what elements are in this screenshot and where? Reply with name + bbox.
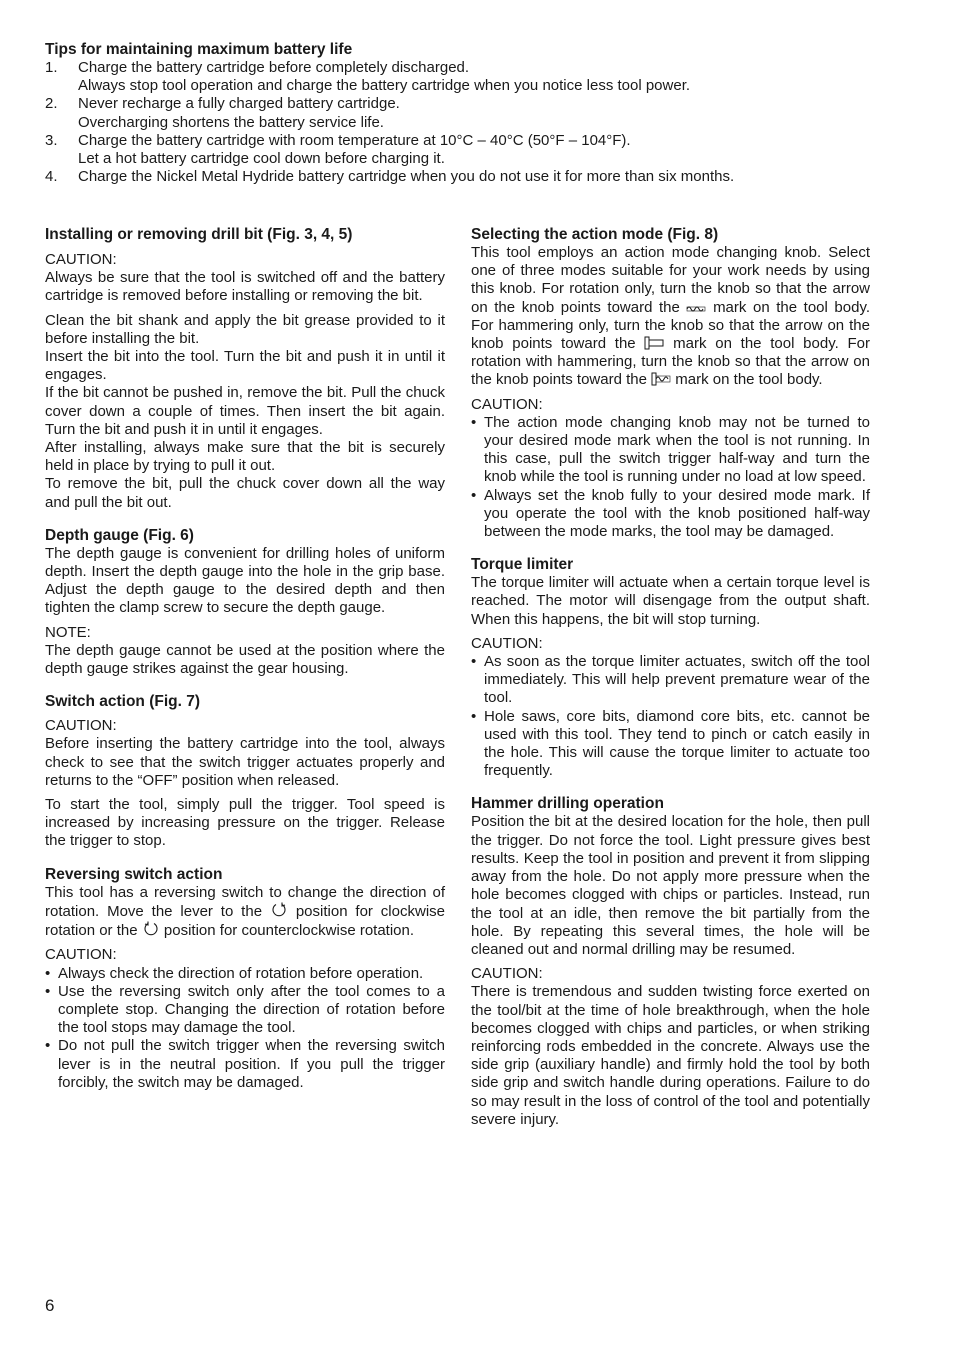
caution-text: Before inserting the battery cartridge into the tool, always check to see that the switch trigger actuates properly and returns to the “OFF” position when released. [45,735,445,789]
bullet: • [45,964,51,982]
paragraph: To start the tool, simply pull the trigger. Tool speed is increased by increasing pressure on the trigger. Release the trigger to stop. [45,796,445,850]
caution-label: CAUTION: [471,965,543,983]
paragraph: The depth gauge is convenient for drilling holes of uniform depth. Insert the depth gauge into the hole in the grip base. Adjust the depth gauge to the desired depth and then tighten the clamp screw to secure the depth gauge. [45,544,445,617]
list-item [45,1037,445,1092]
left-column [45,225,445,1092]
caution-label: CAUTION: [45,251,117,268]
rotation-with-hammering-icon [651,372,671,386]
paragraph: Insert the bit into the tool. Turn the bit and push it in until it engages. [45,348,445,384]
battery-tips-section [45,40,875,186]
caution-text: Always be sure that the tool is switched off and the battery cartridge is removed before installing or removing the bit. [45,269,445,305]
note-text: The depth gauge cannot be used at the position where the depth gauge strikes against the gear housing. [45,641,445,678]
list-number: 1. [45,59,58,76]
list-item [45,983,445,1038]
switch-action-title: Switch action (Fig. 7) [45,693,201,711]
text-run: position for clockwise rotation or the [45,902,445,940]
clockwise-rotation-icon [270,902,288,918]
bullet: • [471,413,477,431]
list-item [471,708,870,781]
bullet: • [471,653,477,671]
paragraph [45,884,445,941]
caution-label: CAUTION: [471,634,543,652]
paragraph: If the bit cannot be pushed in, remove the bit. Pull the chuck cover down a couple of times. Then insert the bit again. Turn the bit and push it in until it engages. [45,384,445,438]
hammer-only-icon [644,336,664,350]
list-item [45,95,875,131]
caution-list [471,414,870,541]
rotation-only-icon [686,304,706,314]
paragraph: To remove the bit, pull the chuck cover down all the way and pull the bit out. [45,475,445,511]
list-item [45,59,875,95]
bullet: • [45,1037,51,1055]
caution-label: CAUTION: [45,717,117,735]
list-text: Use the reversing switch only after the tool comes to a complete stop. Changing the direction of rotation before the tool stops may damage the tool. [58,982,445,1037]
counterclockwise-rotation-icon [142,921,160,937]
paragraph: Clean the bit shank and apply the bit grease provided to it before installing the bit. [45,311,445,347]
list-number: 3. [45,131,58,149]
battery-tips-list [45,59,875,186]
text-run: mark on the tool body. [675,371,823,389]
text-run: This tool employs an action mode changing knob. Select one of three modes suitable for your work needs by using this knob. For rotation only, turn the knob so that the arrow on the knob points toward the [471,244,870,316]
right-column [471,225,870,1129]
list-text: The action mode changing knob may not be turned to your desired mode mark when the tool is not running. In this case, pull the switch trigger half-way and turn the knob while the tool is running under no load at low speed. [484,413,870,486]
list-text: Always check the direction of rotation before operation. [58,964,424,982]
caution-list [471,653,870,780]
action-mode-title: Selecting the action mode (Fig. 8) [471,226,719,243]
list-line: Charge the battery cartridge with room temperature at 10°C – 40°C (50°F – 104°F). [78,131,631,149]
bullet: • [45,982,51,1000]
list-item [471,414,870,487]
text-run: mark on the tool body. For rotation with hammering, turn the knob so that the arrow on the knob points toward the [471,335,870,389]
hammer-drilling-title: Hammer drilling operation [471,795,664,813]
caution-list [45,965,445,1092]
page-number: 6 [45,1296,55,1315]
paragraph: Position the bit at the desired location for the hole, then pull the trigger. Do not force the tool. Light pressure gives best results. Keep the tool in position and prevent it from slipping away from the hole. Do not apply more pressure when the hole becomes clogged with chips or particles. Instead, run the tool at an idle, then remove the bit partially from the hole. By repeating this several times, the hole will be cleaned out and normal drilling may be resumed. [471,813,870,958]
depth-gauge-title: Depth gauge (Fig. 6) [45,526,194,544]
paragraph [471,244,870,390]
note-label: NOTE: [45,623,91,641]
battery-tips-title: Tips for maintaining maximum battery life [45,41,353,58]
list-text: Hole saws, core bits, diamond core bits, etc. cannot be used with this tool. They tend to pinch or catch easily in the hole. This will cause the torque limiter to actuate too frequently. [484,707,870,780]
list-line: Always stop tool operation and charge the battery cartridge when you notice less tool power. [78,77,691,95]
installing-title: Installing or removing drill bit (Fig. 3, 4, 5) [45,226,353,243]
caution-label: CAUTION: [45,946,117,964]
list-text: Do not pull the switch trigger when the reversing switch lever is in the neutral position. If you pull the trigger forcibly, the switch may be damaged. [58,1037,445,1091]
paragraph: After installing, always make sure that the bit is securely held in place by trying to pull it out. [45,439,445,475]
list-item [471,653,870,708]
paragraph: The torque limiter will actuate when a certain torque level is reached. The motor will disengage from the output shaft. When this happens, the bit will stop turning. [471,574,870,628]
caution-label: CAUTION: [471,395,543,413]
list-line: Charge the Nickel Metal Hydride battery cartridge when you do not use it for more than six months. [78,168,735,186]
list-number: 4. [45,168,58,186]
list-text: Always set the knob fully to your desired mode mark. If you operate the tool with the knob positioned half-way between the mode marks, the tool may be damaged. [484,486,870,541]
list-number: 2. [45,95,58,113]
list-item [45,965,445,983]
bullet: • [471,707,477,725]
list-item [45,132,875,168]
text-run: position for counterclockwise rotation. [163,922,415,940]
list-line: Overcharging shortens the battery service life. [78,113,384,131]
text-run: This tool has a reversing switch to change the direction of rotation. Move the lever to the [45,883,445,920]
list-text: As soon as the torque limiter actuates, switch off the tool immediately. This will help prevent premature wear of the tool. [484,653,870,707]
list-item [45,168,875,186]
text-run: mark on the tool body. For hammering only, turn the knob so that the arrow on the knob points toward the [471,298,871,353]
caution-text: There is tremendous and sudden twisting force exerted on the tool/bit at the time of hole breakthrough, when the hole becomes clogged with chips and particles, or when striking reinforcing rods embedded in the concrete. Always use the side grip (auxiliary handle) and firmly hold the tool by both side grip and switch handle during operations. Failure to do so may result in the loss of control of the tool and potentially severe injury. [471,983,870,1128]
list-line: Never recharge a fully charged battery cartridge. [78,95,400,113]
bullet: • [471,486,477,504]
list-item [471,487,870,542]
reversing-switch-title: Reversing switch action [45,865,223,883]
torque-limiter-title: Torque limiter [471,556,574,574]
list-line: Charge the battery cartridge before completely discharged. [78,59,470,76]
list-line: Let a hot battery cartridge cool down before charging it. [78,150,445,168]
